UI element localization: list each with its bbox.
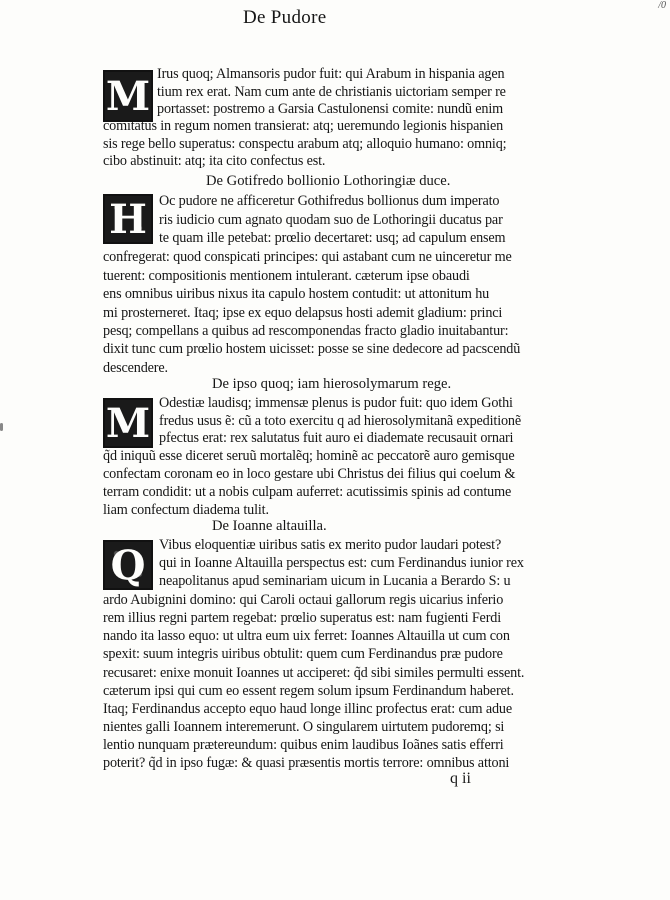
text-line: comitatus in regum nomen transierat: atq; ueremundo legionis hispanien [103,118,504,134]
text-line: mi prosterneret. Itaq; ipse ex equo delapsus hosti ademit gladium: princi [103,305,503,321]
corner-mark: /0 [658,0,666,11]
text-line: pfectus erat: rex salutatus fuit auro ei diademate recusauit ornari [159,430,514,446]
text-line: lentio nunquam prætereundum: quibus enim laudibus Ioãnes satis efferri [103,737,504,753]
text-line: qui in Ioanne Altauilla perspectus est: cum Ferdinandus iunior rex [159,555,524,571]
text-line: dixit tunc cum prœlio hostem uicisset: posse se sine dedecore ad pacscendũ [103,341,521,357]
text-line: Odestiæ laudisq; immensæ plenus is pudor fuit: quo idem Gothi [159,395,513,411]
folio-signature: q ii [450,770,471,787]
running-head: De Pudore [243,7,327,28]
text-line: recusaret: enixe monuit Ioannes ut acciperet: q̃d sibi similes permulti essent. [103,665,525,681]
decorated-initial [103,540,153,590]
text-line: confregerat: quod conspicati principes: qui astabant cum ne uinceretur me [103,249,512,265]
text-line: nando ita lasso equo: ut ultra eum uix ferret: Ioannes Altauilla ut cum con [103,628,510,644]
initial-letter: H [109,195,147,243]
text-line: tium rex erat. Nam cum ante de christianis uictoriam semper re [157,84,506,100]
text-line: terram condidit: ut a nobis culpam auferret: acutissimis spinis ad contume [103,484,512,500]
text-line: Irus quoq; Almansoris pudor fuit: qui Arabum in hispania agen [157,66,505,82]
section-heading: De Gotifredo bollionio Lothoringiæ duce. [206,173,451,189]
text-line: Itaq; Ferdinandus accepto equo haud longe illinc profectus erat: cum adue [103,701,513,717]
text-line: Vibus eloquentiæ uiribus satis ex merito pudor laudari potest? [159,537,502,553]
text-line: q̃d iniquũ esse diceret seruũ mortalẽq; hominẽ ac peccatorẽ auro gemisque [103,448,515,464]
text-line: nientes galli Ioannem interemerunt. O singularem uirtutem pudoremq; si [103,719,505,735]
decorated-initial [103,194,153,244]
text-line: ris iudicio cum agnato quodam suo de Lothoringii ducatus par [159,212,503,228]
text-line: pesq; compellans a quibus ad rescomponendas fracto gladio inuitabantur: [103,323,509,339]
initial-letter: M [105,399,151,447]
text-line: poterit? q̃d in ipso fugæ: & quasi præsentis mortis terrore: omnibus attoni [103,755,510,771]
initial-letter: M [105,72,151,120]
text-line: te quam ille petebat: prœlio decertaret: usq; ad capulum ensem [159,230,506,246]
binding-hole [0,423,3,431]
section-heading: De Ioanne altauilla. [212,518,327,534]
text-line: portasset: postremo a Garsia Castulonensi comite: nundũ enim [157,101,504,117]
text-line: confectam coronam eo in loco gestare ubi Christus dei filius qui coelum & [103,466,516,482]
text-line: spexit: suum integris uiribus obtulit: quem cum Ferdinandus præ pudore [103,646,503,662]
text-line: descendere. [103,360,168,376]
text-line: neapolitanus apud seminariam uicum in Lucania a Berardo S: u [159,573,511,589]
text-line: rem illius regni partem regebat: prœlio superatus est: nam fugienti Ferdi [103,610,502,626]
initial-letter: Q [110,541,146,589]
text-line: cæterum ipsi qui cum eo essent regem solum ipsum Ferdinandum haberet. [103,683,514,699]
decorated-initial [103,398,153,448]
text-line: tuerent: compositionis mentionem intulerant. cæterum ipse obaudi [103,268,470,284]
text-line: ardo Aubignini domino: qui Caroli octaui gallorum regis uicarius inferio [103,592,504,608]
text-line: Oc pudore ne afficeretur Gothifredus bollionus dum imperato [159,193,500,209]
decorated-initial [103,70,153,122]
text-line: sis rege bello superatus: conspectu arabum atq; alloquio humano: omniq; [103,136,507,152]
section-heading: De ipso quoq; iam hierosolymarum rege. [212,376,452,392]
text-line: ens omnibus uiribus nixus ita capulo hostem contudit: ut attonitum hu [103,286,490,302]
text-line: fredus usus ẽ: cũ a toto exercitu q ad hierosolymitanã expeditionẽ [159,413,522,429]
text-line: cibo abstinuit: atq; ita cito confectus est. [103,153,326,169]
text-line: liam confectum diadema tulit. [103,502,269,518]
